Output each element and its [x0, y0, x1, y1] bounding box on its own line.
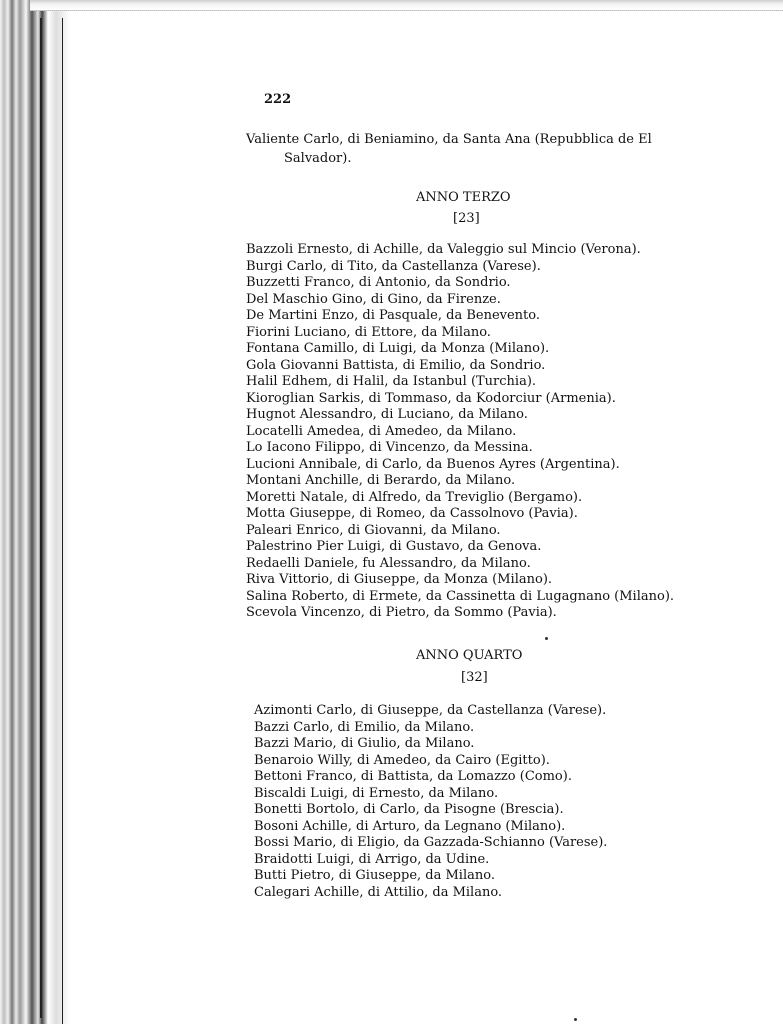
- list-item: Bettoni Franco, di Battista, da Lomazzo (Como).: [254, 769, 572, 784]
- list-item: Buzzetti Franco, di Antonio, da Sondrio.: [246, 275, 511, 290]
- list-item: Bosoni Achille, di Arturo, da Legnano (Milano).: [254, 818, 566, 834]
- list-item: Montani Anchille, di Berardo, da Milano.: [246, 473, 516, 488]
- list-item: Bazzi Mario, di Giulio, da Milano.: [254, 736, 475, 751]
- list-item: Salina Roberto, di Ermete, da Cassinetta di Lugagnano (Milano).: [246, 588, 675, 604]
- list-item: Scevola Vincenzo, di Pietro, da Sommo (Pavia).: [246, 605, 557, 620]
- entry-list-anno-terzo: [246, 242, 674, 622]
- list-item: Biscaldi Luigi, di Ernesto, da Milano.: [254, 785, 499, 801]
- intro-entry-line-1: Valiente Carlo, di Beniamino, da Santa Ana (Repubblica de El: [246, 132, 652, 147]
- list-item: Bazzi Carlo, di Emilio, da Milano.: [254, 719, 475, 735]
- list-item: Azimonti Carlo, di Giuseppe, da Castellanza (Varese).: [254, 703, 607, 718]
- list-item: Kioroglian Sarkis, di Tommaso, da Kodorciur (Armenia).: [246, 390, 616, 406]
- list-item: Redaelli Daniele, fu Alessandro, da Milano.: [246, 555, 531, 571]
- list-item: Braidotti Luigi, di Arrigo, da Udine.: [254, 851, 490, 867]
- list-item: Lucioni Annibale, di Carlo, da Buenos Ayres (Argentina).: [246, 456, 620, 472]
- section-heading-anno-terzo: ANNO TERZO: [416, 190, 511, 205]
- list-item: Moretti Natale, di Alfredo, da Treviglio (Bergamo).: [246, 489, 583, 505]
- list-item: Bazzoli Ernesto, di Achille, da Valeggio sul Mincio (Verona).: [246, 242, 641, 257]
- list-item: Motta Giuseppe, di Romeo, da Cassolnovo (Pavia).: [246, 506, 578, 521]
- list-item: Riva Vittorio, di Giuseppe, da Monza (Milano).: [246, 572, 553, 587]
- intro-entry-line-2: Salvador).: [284, 151, 352, 166]
- top-page-edge: [30, 0, 783, 11]
- list-item: Fontana Camillo, di Luigi, da Monza (Milano).: [246, 341, 550, 356]
- page-number: 222: [264, 92, 292, 107]
- ink-speck: [545, 637, 548, 640]
- list-item: Calegari Achille, di Attilio, da Milano.: [254, 884, 503, 900]
- list-item: Burgi Carlo, di Tito, da Castellanza (Varese).: [246, 258, 541, 274]
- list-item: Benaroio Willy, di Amedeo, da Cairo (Egitto).: [254, 752, 550, 768]
- binding-line: [40, 18, 42, 1018]
- list-item: Gola Giovanni Battista, di Emilio, da Sondrio.: [246, 357, 546, 373]
- ink-speck: [574, 1018, 577, 1021]
- list-item: Paleari Enrico, di Giovanni, da Milano.: [246, 522, 501, 538]
- list-item: Butti Pietro, di Giuseppe, da Milano.: [254, 868, 495, 883]
- list-item: Hugnot Alessandro, di Luciano, da Milano.: [246, 407, 528, 422]
- list-item: Fiorini Luciano, di Ettore, da Milano.: [246, 324, 491, 340]
- list-item: Palestrino Pier Luigi, di Gustavo, da Genova.: [246, 539, 542, 554]
- list-item: Bonetti Bortolo, di Carlo, da Pisogne (Brescia).: [254, 802, 564, 817]
- section-heading-anno-quarto: ANNO QUARTO: [416, 648, 523, 663]
- section-count-anno-terzo: [23]: [453, 211, 480, 226]
- list-item: Locatelli Amedea, di Amedeo, da Milano.: [246, 423, 517, 439]
- binding-line: [62, 18, 63, 1024]
- list-item: De Martini Enzo, di Pasquale, da Benevento.: [246, 308, 541, 323]
- list-item: Lo Iacono Filippo, di Vincenzo, da Messina.: [246, 440, 533, 455]
- section-count-anno-quarto: [32]: [461, 670, 488, 685]
- book-binding-edge: [0, 0, 70, 1024]
- list-item: Del Maschio Gino, di Gino, da Firenze.: [246, 291, 501, 307]
- list-item: Halil Edhem, di Halil, da Istanbul (Turchia).: [246, 374, 537, 389]
- list-item: Bossi Mario, di Eligio, da Gazzada-Schianno (Varese).: [254, 835, 608, 850]
- entry-list-anno-quarto: [254, 703, 607, 901]
